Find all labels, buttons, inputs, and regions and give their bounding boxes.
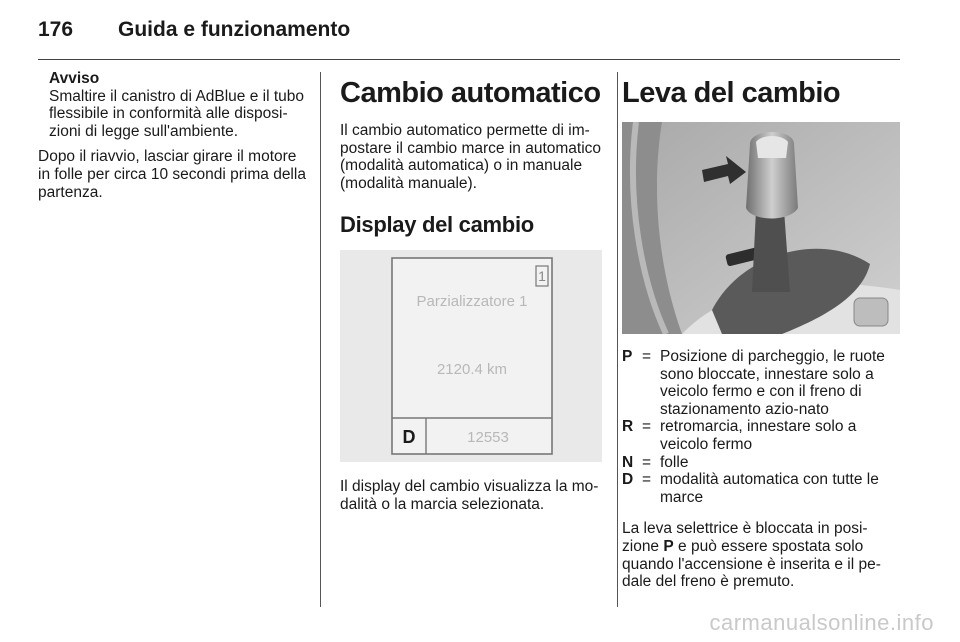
display-label: Parzializzatore 1 [416, 293, 528, 311]
display-caption: Il display del cambio visualizza la mo-dalità o la marcia selezionata. [340, 478, 599, 513]
lever-stem [752, 210, 790, 292]
definition-row-d [622, 471, 904, 506]
definition-equals: = [642, 348, 652, 365]
definition-row-p [622, 348, 904, 418]
definition-equals: = [642, 418, 652, 436]
transmission-display-figure [340, 250, 604, 462]
definition-text: modalità automatica con tutte le marce [660, 471, 879, 506]
paragraph-restart: Dopo il riavvio, lasciar girare il motore in folle per circa 10 secondi prima della partenza. [38, 148, 306, 201]
definition-text: retromarcia, innestare solo a veicolo fermo [660, 418, 857, 453]
lever-lock-bold-p: P [663, 537, 674, 555]
page-number: 176 [38, 18, 74, 41]
heading-transmission-display: Display del cambio [340, 212, 534, 238]
odometer-value: 12553 [467, 429, 509, 447]
display-illustration [340, 250, 602, 462]
column-1 [38, 70, 310, 201]
cup-holder [854, 298, 888, 326]
paragraph-intro: Il cambio automatico permette di im-postare il cambio marce in automatico (modalità automatica) o in manuale (modalità manuale). [340, 122, 602, 192]
definition-key: N [622, 453, 634, 471]
gear-indicator: D [402, 427, 416, 448]
heading-gear-lever: Leva del cambio [622, 77, 841, 109]
column-2 [340, 70, 604, 514]
notice-title: Avviso [49, 70, 100, 87]
section-title: Guida e funzionamento [118, 18, 351, 41]
notice-box [38, 70, 310, 140]
page-header [38, 18, 900, 48]
definition-equals: = [642, 453, 652, 471]
display-distance: 2120.4 km [436, 361, 508, 379]
definition-text: Posizione di parcheggio, le ruote sono bloccate, innestare solo a veicolo fermo e con il freno di stazionamento azio-nato [660, 348, 885, 418]
corner-digit: 1 [538, 268, 546, 285]
column-3 [622, 70, 904, 591]
definition-equals: = [642, 471, 652, 489]
display-frame [392, 258, 552, 454]
definition-key: P [622, 348, 633, 365]
definition-key: D [622, 471, 634, 489]
definition-row-r [622, 418, 904, 453]
notice-text: Smaltire il canistro di AdBlue e il tubo flessibile in conformità alle disposi-zioni di legge sull'ambiente. [49, 87, 305, 140]
gear-lever-figure [622, 122, 904, 334]
heading-automatic-transmission: Cambio automatico [340, 77, 601, 109]
lever-lock-text-2: e può essere spostata solo quando l'accensione è inserita e il pe-dale del freno è premuto. [622, 537, 881, 591]
gear-positions-list [622, 348, 904, 506]
header-rule [38, 59, 900, 60]
watermark: carmanualsonline.info [709, 610, 934, 635]
definition-key: R [622, 418, 634, 436]
lever-lock-text-1: La leva selettrice è bloccata in posi-zione [622, 520, 868, 555]
column-divider-1 [320, 72, 321, 607]
column-divider-2 [617, 72, 618, 607]
knob-highlight [756, 136, 788, 158]
definition-text: folle [660, 453, 689, 471]
paragraph-lever-lock [622, 520, 904, 590]
definition-row-n [622, 454, 904, 472]
gear-lever-illustration [622, 122, 900, 334]
